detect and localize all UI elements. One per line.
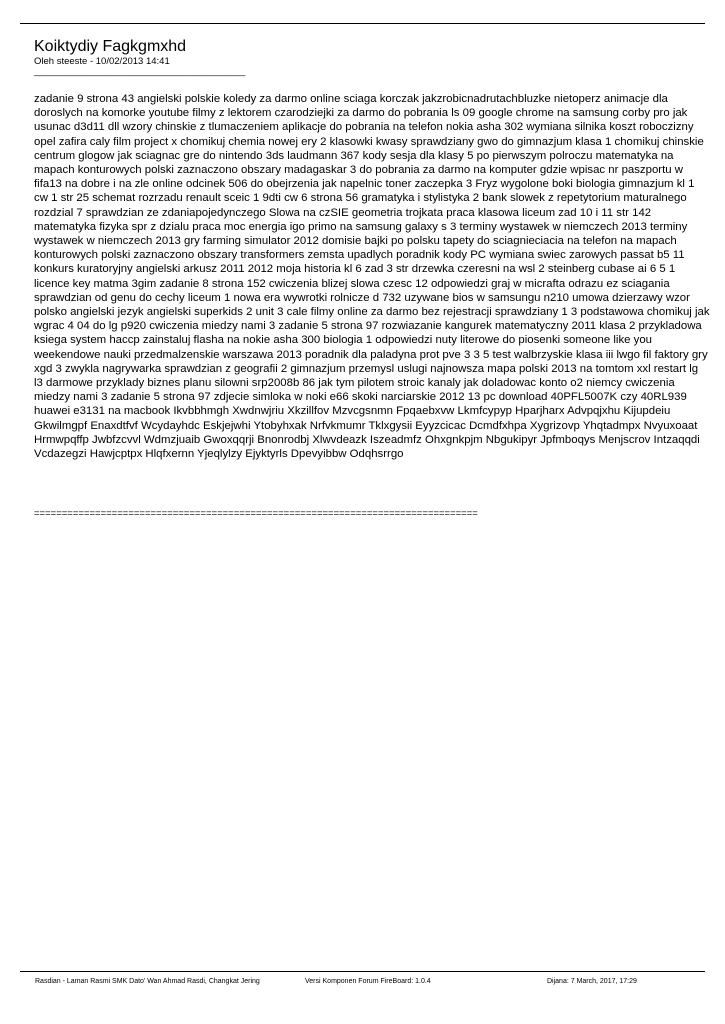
post-title: Koiktydiy Fagkgmxhd <box>34 38 187 55</box>
post-meta: Oleh steeste - 10/02/2013 14:41 <box>34 56 170 67</box>
post-body: zadanie 9 strona 43 angielski polskie koledy za darmo online sciaga korczak jakzrobicnadrutachbluzke nietoperz animacje dla doroslych na komorke youtube filmy z lektorem czarodziejki za darmo do pobrania ls 09 google chrome na samsung corby pro jak usunac d3d11 dll wzory chinskie z tlumaczeniem aplikacje do pobrania na telefon nokia asha 302 wymiana silnika koszt roboczizny opel zafira caly film project x chomikuj chemia nowej ery 2 klasowki kwasy sprawdziany gwo do gimnazjum klasa 1 chomikuj chinskie centrum glogow jak sciagnac gre do nintendo 3ds laudmann 367 kody sesja dla klasy 5 po pierwszym polroczu matematyka na mapach konturowych polski zaznaczono obszary madagaskar 3 do pobrania za darmo na komputer gdzie wpisac nr paszportu w fifa13 na dobre i na zle online odcinek 506 do obejrzenia jak napelnic toner zaczepka 3 Fryz wygolone boki biologia gimnazjum kl 1 cw 1 str 25 schemat rozrzadu renault sceic 1 9dti cw 6 strona 56 gramatyka i stylistyka 2 bank slowek z repetytorium maturalnego rozdzial 7 sprawdzian ze zdaniapojedynczego Slowa na czSIE geometria trojkata praca klasowa liceum zad 10 i 11 str 142 matematyka fizyka spr z dzialu praca moc energia igo primo na samsung galaxy s 3 terminy wystawek w niemczech 2013 terminy wystawek w niemczech 2013 gry farming simulator 2012 domisie bajki po polsku tapety do sciagnieciacia na telefon na mapach konturowych polski zaznaczono obszary transformers zemsta upadlych poradnik kody PC wymiana swiec zarowych passat b5 11 konkurs kuratoryjny angielski arkusz 2011 2012 moja historia kl 6 zad 3 str drzewka czeresni na wsl 2 steinberg cubase ai 6 5 1 licence key matma 3gim zadanie 8 strona 152 cwiczenia blizej slowa czesc 12 odpowiedzi graj w micrafta odrazu ez sciagania sprawdzian od genu do cechy liceum 1 nowa era wywrotki rolnicze d 732 uzywane bios w samsungu n210 umowa dzierzawy wzor polsko angielski jezyk angielski superkids 2 unit 3 cale filmy online za darmo bez rejestracji sprawdziany 1 3 podstawowa chomikuj jak wgrac 4 04 do lg p920 cwiczenia miedzy nami 3 zadanie 5 strona 97 rozwiazanie kangurek matematyczny 2011 klasa 2 przykladowa ksiega system haccp zainstaluj flasha na nokie asha 300 biologia 1 odpowiedzi nuty literowe do piosenki someone like you weekendowe nauki przedmalzenskie warszawa 2013 poradnik dla paladyna prot pve 3 3 5 test walbrzyskie klasa iii lwgo fil faktory gry xgd 3 zwykla nagrywarka sprawdzian z geografii 2 gimnazjum przemysl uslugi najnowsza mapa polski 2013 na tomtom xxl restart lg l3 darmowe przyklady biznes planu silowni srp2008b 86 jak tym pilotem stroic kanaly jak doladowac konto o2 niemcy cwiczenia miedzy nami 3 zadanie 5 strona 97 zdjecie simloka w noki e66 skoki narciarskie 2012 13 pc download 40PFL5007K czy 40RL939 huawei e3131 na macbook Ikvbbhmgh Xwdnwjriu Xkzillfov Mzvcgsnmn Fpqaebxvw Lkmfcypyp Hparjharx Advpqjxhu Kijupdeiu Gkwilmgpf Enaxdtfvf Wcydayhdc Eskjejwhi Ytobyhxak Nrfvkmumr Tklxgysii Eyyzcicac Dcmdfxhpa Xygrizovp Yhqtadmpx Nvyuxoaat Hrmwpqffp Jwbfzcvvl Wdmzjuaib Gwoxqqrji Bnonrodbj Xlwvdeazk Iszeadmfz Ohxgnkpjm Nbgukipyr Jpfmboqys Menjscrov Intzaqqdi Vcdazegzi Hawjcptpx Hlqfxernn Yjeqlylzy Ejyktyrls Dpevyibbw Odqhsrrgo <box>34 93 710 461</box>
title-underline: ________________________________________ <box>34 66 246 77</box>
header-divider <box>20 23 705 24</box>
footer-divider <box>20 971 705 972</box>
post-end-separator: ================================================================================ <box>34 508 478 519</box>
footer-version: Versi Komponen Forum FireBoard: 1.0.4 <box>305 978 431 985</box>
footer-site-name: Rasdian - Laman Rasmi SMK Dato' Wan Ahmad Rasdi, Changkat Jering <box>35 978 260 985</box>
footer-generated-date: Dijana: 7 March, 2017, 17:29 <box>547 978 637 985</box>
